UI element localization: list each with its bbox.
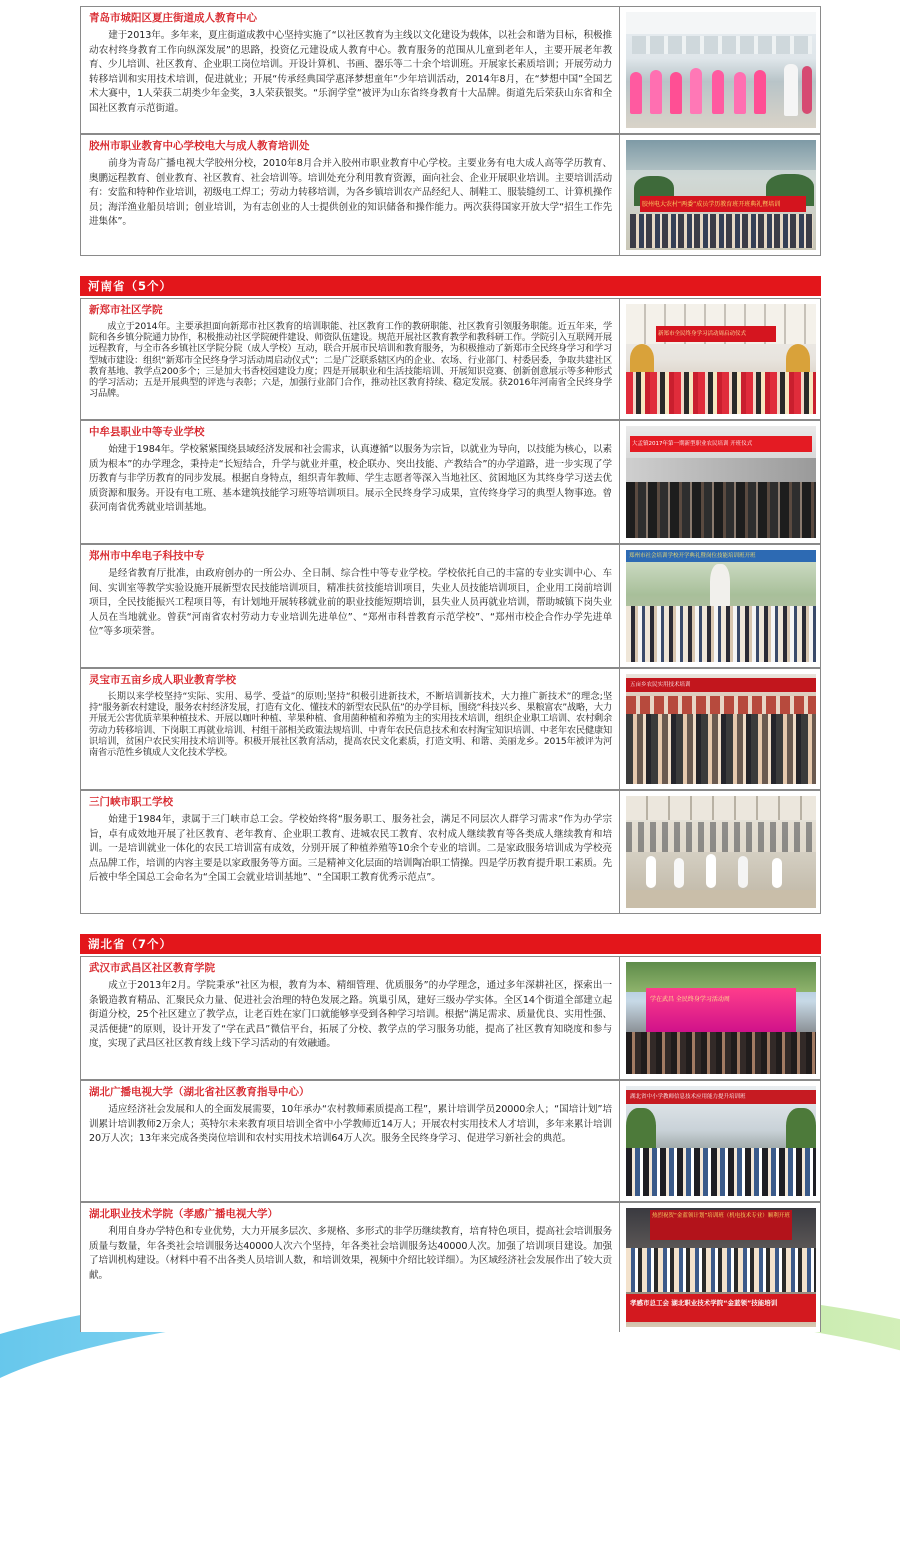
photo-classroom-training bbox=[626, 426, 816, 538]
entry-body: 始建于1984年，隶属于三门峡市总工会。学校始终将“服务职工、服务社会，满足不同层次人群学习需求”作为办学宗旨，卓有成效地开展了社区教育、老年教育、企业职工教育、进城农民工教育、农村成人继续教育等各类成人继续教育和培训。一是培训就业一体化的农民工培训富有成效，分别开展了种植养殖等10余个专业的培训。二是家政服务培训成为学校亮点品牌工作，培训的内容主要是以家政服务等方面。三是精神文化层面的培训陶冶职工情操。四是学历教育提升职工素质。先后被中华全国总工会命名为“全国工会就业培训基地”、“全国职工教育优秀示范点”。 bbox=[89, 814, 612, 884]
photo-lecture-hall bbox=[626, 674, 816, 784]
entry-title: 新郑市社区学院 bbox=[89, 304, 163, 316]
entry-title: 青岛市城阳区夏庄街道成人教育中心 bbox=[89, 12, 257, 24]
entry-body: 适应经济社会发展和人的全面发展需要，10年承办“农村教师素质提高工程”，累计培训学员20000余人；“国培计划”培训累计培训教师2万余人；英特尔未来教育项目培训全省中小学教师近14万人；开展农村实用技术人才培训，多年来累计培训20万人次；13年来完成各类岗位培训和农村实用技术培训64万人次。服务全民终身学习、促进学习新社会的典范。 bbox=[89, 1104, 612, 1145]
list-item bbox=[80, 544, 821, 668]
entry-body: 建于2013年。多年来，夏庄街道成教中心坚持实施了“以社区教育为主线以文化建设为载体，以社会和谐为目标，积极推动农村终身教育工作向纵深发展”的思路，投资亿元建设成人教育中心。教育服务的范围从儿童到老年人，主要开展老年教育、少儿培训、社区教育、企业职工岗位培训。开设计算机、书画、器乐等二十余个培训班。开展家长素质培训；开展劳动力转移培训和实用技术培训，促进就业；开展“传承经典国学惠泽梦想童年”少年培训活动，2014年8月，在“梦想中国”全国艺术大赛中，1人荣获二胡类少年金奖，3人荣获银奖。“乐润学堂”被评为山东省终身教育十大品牌。街道先后荣获山东省和全国社区教育示范街道。 bbox=[89, 30, 612, 114]
banner-text: 学在武昌 全民终身学习活动周 bbox=[650, 996, 730, 1003]
province-header-henan: 河南省（5个） bbox=[80, 276, 821, 296]
banner-text: 郑州市社会培训学校开学典礼暨岗位技能培训班开班 bbox=[629, 553, 756, 559]
banner-text: 孝感市总工会 湖北职业技术学院“金蓝领”技能培训 bbox=[630, 1299, 778, 1307]
entry-title: 郑州市中牟电子科技中专 bbox=[89, 550, 205, 562]
banner-text: 胶州电大农村“两委”成员学历教育班开班典礼暨培训 bbox=[642, 201, 781, 208]
province-header-hubei: 湖北省（7个） bbox=[80, 934, 821, 954]
list-item bbox=[80, 668, 821, 790]
list-item bbox=[80, 1080, 821, 1202]
banner-text: 五亩乡农民实用技术培训 bbox=[630, 682, 691, 688]
banner-text: 新郑市全民终身学习活动周启动仪式 bbox=[658, 331, 747, 337]
entry-title: 中牟县职业中等专业学校 bbox=[89, 426, 205, 438]
entry-body: 利用自身办学特色和专业优势，大力开展多层次、多规格、多形式的非学历继续教育，培育特色项目，提高社会培训服务质量与数量，年各类社会培训服务达40000人次六个坚持，年各类社会培训服务达40000人次。加强了培训项目建设。加强了培训机构建设。（材料中看不出各类人员培训人数，和培训效果，视频中介绍比较详细）。为区域经济社会发展作出了较大贡献。 bbox=[89, 1226, 612, 1281]
entry-title: 胶州市职业教育中心学校电大与成人教育培训处 bbox=[89, 140, 310, 152]
list-item bbox=[80, 956, 821, 1080]
entry-title: 武汉市武昌区社区教育学院 bbox=[89, 962, 215, 974]
photo-ceremony-crowd bbox=[626, 304, 816, 414]
photo-stage-event bbox=[626, 962, 816, 1074]
entry-body: 始建于1984年。学校紧紧围绕县域经济发展和社会需求，认真遵循“以服务为宗旨，以就业为导向，以技能为核心，以素质为根本”的办学理念，秉持走“长短结合，升学与就业并重，校企联办、突出技能、产教结合”的办学道路，进一步实现了学历教育与非学历教育的同步发展。根据自身特点，组织青年教师、学生志愿者等深入当地社区、贫困地区为其终身学习送去优质资源和服务。开设有电工班、基本建筑技能学习班等培训项目。展示全民终身学习成果，宣传终身学习的典型人物事迹。曾获河南省优秀就业培训基地。 bbox=[89, 444, 612, 514]
entry-title: 湖北广播电视大学（湖北省社区教育指导中心） bbox=[89, 1086, 310, 1098]
entry-body: 成立于2014年。主要承担面向新郑市社区教育的培训职能、社区教育工作的教研职能、社区教育引领服务职能。近五年来，学院和各乡镇分院通力协作，积极推动社区学院硬件建设、师资队伍建设。规范开展社区教育教学和教科研工作。学院引入互联网开展远程教育，与全市各乡镇社区学院分院（成人学校）互动，联合开展市民培训和教育服务，为积极推动了新郑市全民终身学习和学习型城市建设：组织“新郑市全民终身学习活动周启动仪式”；二是广泛联系辖区内的企业、农场、行业部门、村委居委，争取共建社区教育基地、教学点200多个；三是加大书香校园建设力度；四是开展职业和生活技能培训、开展知识竞赛、创新创意展示等多种形式的学习活动；五是开展典型的评选与表彰；六是，加强行业部门合作，推动社区教育持续、稳定发展。获2016年河南省全民终身学习品牌。 bbox=[89, 321, 612, 400]
list-item bbox=[80, 298, 821, 420]
entry-body: 是经省教育厅批准，由政府创办的一所公办、全日制、综合性中等专业学校。学校依托自己的丰富的专业实训中心、车间、实训室等教学实验设施开展新型农民技能培训项目，精准扶贫技能培训项目，失业人员技能培训项目，企业用工岗前培训项目，全民技能振兴工程项目等，有计划地开展转移就业前的职业技能短期培训，县失业人员再就业培训，帮助城镇下岗失业人员在当地就业。曾获“河南省农村劳动力专业培训先进单位”、“郑州市科普教育示范学校”、“郑州市校企合作办学先进单位”等多项荣誉。 bbox=[89, 568, 612, 638]
photo-dance-performance bbox=[626, 12, 816, 128]
photo-taichi-class bbox=[626, 796, 816, 908]
photo-teacher-training bbox=[626, 1086, 816, 1196]
banner-text: 热烈祝贺“金蓝领计划”培训班（机电技术专业）顺利开班 bbox=[652, 1213, 790, 1219]
photo-group-outdoor bbox=[626, 140, 816, 250]
list-item bbox=[80, 420, 821, 544]
banner-text: 大孟镇2017年第一期新型职业农民培训 开班仪式 bbox=[632, 441, 753, 447]
list-item bbox=[80, 1202, 821, 1332]
entry-body: 前身为青岛广播电视大学胶州分校，2010年8月合并入胶州市职业教育中心学校。主要业务有电大成人高等学历教育、奥鹏远程教育、创业教育、社区教育、社会培训等。培训处充分利用教育资源，面向社会、企业开展职业培训。主要培训活动有：安监和特种作业培训，初级电工焊工；劳动力转移培训，为各乡镇培训农产品经纪人、制鞋工、服装缝纫工、计算机操作员；海洋渔业船员培训；创业培训，为有志创业的人士提供创业的知识储备和操作能力。两次获得国家开放大学“招生工作先进集体”。 bbox=[89, 158, 612, 228]
entry-title: 湖北职业技术学院（孝感广播电视大学） bbox=[89, 1208, 278, 1220]
entry-title: 灵宝市五亩乡成人职业教育学校 bbox=[89, 674, 236, 686]
photo-group-statue bbox=[626, 550, 816, 662]
banner-text: 湖北省中小学教师信息技术应用能力提升培训班 bbox=[630, 1094, 746, 1100]
list-item bbox=[80, 790, 821, 914]
list-item bbox=[80, 6, 821, 134]
photo-skills-training-group bbox=[626, 1208, 816, 1327]
list-item bbox=[80, 134, 821, 256]
entry-title: 三门峡市职工学校 bbox=[89, 796, 173, 808]
entry-body: 长期以来学校坚持“实际、实用、易学、受益”的原则;坚持“积极引进新技术，不断培训新技术，大力推广新技术”的理念;坚持“服务新农村建设，服务农村经济发展，打造有文化、懂技术的新型农民队伍”的办学目标，围绕“科技兴乡、果粮富农”战略，大力开展无公害优质苹果种植技术、开展以咖叶种植、苹果种植、食用菌种植和养殖为主的实用技术培训，组织企业职工培训、农村剩余劳动力转移培训、下岗职工再就业培训、村组干部相关政策法规培训、中青年农民信息技术和农村淘宝知识培训、中老年农民健康知识培训，贫困户农民实用技术培训等。积极开展社区教育活动，提高农民文化素质，打造文明、和谐、美丽龙乡。2015年被评为河南省示范性乡镇成人文化技术学校。 bbox=[89, 691, 612, 759]
entry-body: 成立于2013年2月。学院秉承“社区为根，教育为本、精细管理、优质服务”的办学理念，通过多年深耕社区，探索出一条锻造教育精品、汇聚民众力量、促进社会治理的特色发展之路。筑巢引凤，建好三级办学实体。全区14个街道全部建立起街道分校，25个社区建立了教学点，让老百姓在家门口就能够享受到各种学习培训。根据“满足需求、质量优良、实用性强、灵活便捷”的原则，设计开发了“学在武昌”微信平台，拓展了分校、教学点的学习服务功能，提高了社区教育知晓度和参与度，实现了武昌区社区教育线上线下学习活动的有效融通。 bbox=[89, 980, 612, 1050]
